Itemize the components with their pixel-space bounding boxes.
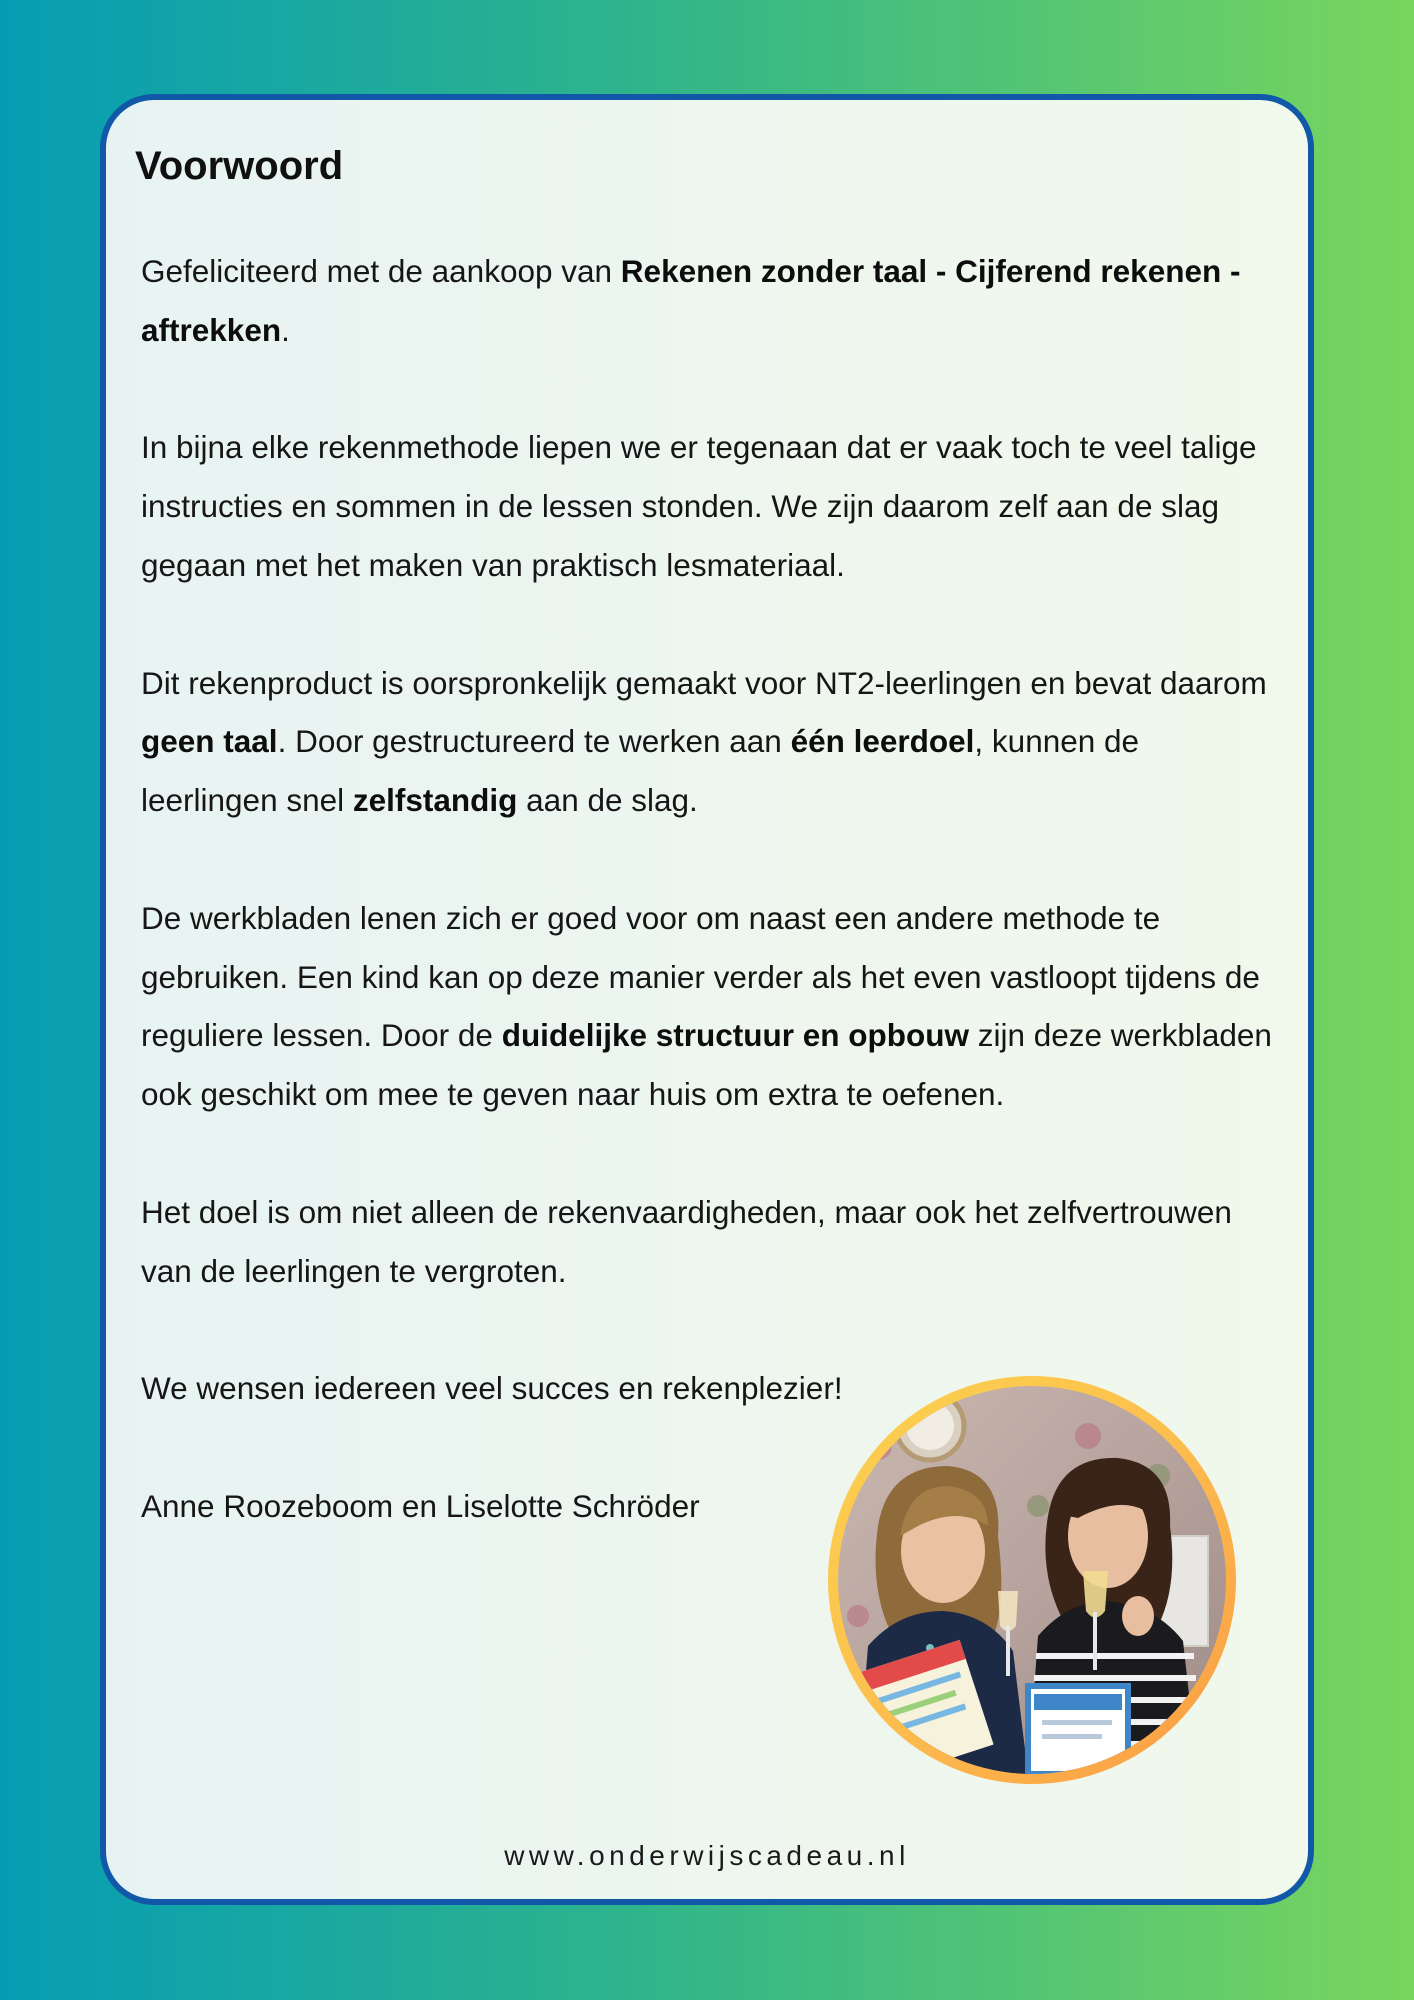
- text-segment: , kunnen de leerlingen snel: [141, 723, 1140, 819]
- bold-text: duidelijke structuur en opbouw: [501, 1017, 969, 1054]
- bold-text: Rekenen zonder taal - Cijferend rekenen - aftrekken: [141, 253, 1241, 348]
- bold-text: één leerdoel: [790, 723, 975, 760]
- text-segment: In bijna elke rekenmethode liepen we er tegenaan dat er vaak toch te veel talige instructies en sommen in de lessen stonden. We zijn daarom zelf aan de slag gegaan met het maken van praktisch lesmateriaal.: [141, 429, 1257, 583]
- paragraph: [141, 654, 1281, 830]
- text-segment: Anne Roozeboom en Liselotte Schröder: [141, 1487, 700, 1524]
- text-segment: .: [281, 311, 290, 348]
- bold-text: zelfstandig: [352, 782, 518, 819]
- page-title: Voorwoord: [135, 144, 344, 188]
- text-segment: Gefeliciteerd met de aankoop van: [141, 253, 621, 289]
- text-segment: Het doel is om niet alleen de rekenvaardigheden, maar ook het zelfvertrouwen van de leerlingen te vergroten.: [141, 1193, 1232, 1289]
- paragraph: [141, 242, 1281, 360]
- authors-photo-frame: [828, 1376, 1236, 1784]
- paragraph: [141, 418, 1281, 594]
- authors-photo-icon: [838, 1386, 1226, 1774]
- bold-text: geen taal: [141, 723, 278, 760]
- text-segment: . Door gestructureerd te werken aan: [277, 723, 791, 760]
- paragraph: [141, 1183, 1281, 1301]
- text-segment: aan de slag.: [517, 782, 698, 819]
- text-segment: De werkbladen lenen zich er goed voor om naast een andere methode te gebruiken. Een kind kan op deze manier verder als het even vastloopt tijdens de reguliere lessen. Door de: [141, 899, 1260, 1054]
- footer-url: www.onderwijscadeau.nl: [504, 1840, 910, 1871]
- text-segment: We wensen iedereen veel succes en rekenplezier!: [141, 1370, 843, 1407]
- text-segment: zijn deze werkbladen ook geschikt om mee te geven naar huis om extra te oefenen.: [141, 1017, 1272, 1113]
- paragraph: [141, 889, 1281, 1124]
- text-segment: Dit rekenproduct is oorspronkelijk gemaakt voor NT2-leerlingen en bevat daarom: [141, 664, 1267, 701]
